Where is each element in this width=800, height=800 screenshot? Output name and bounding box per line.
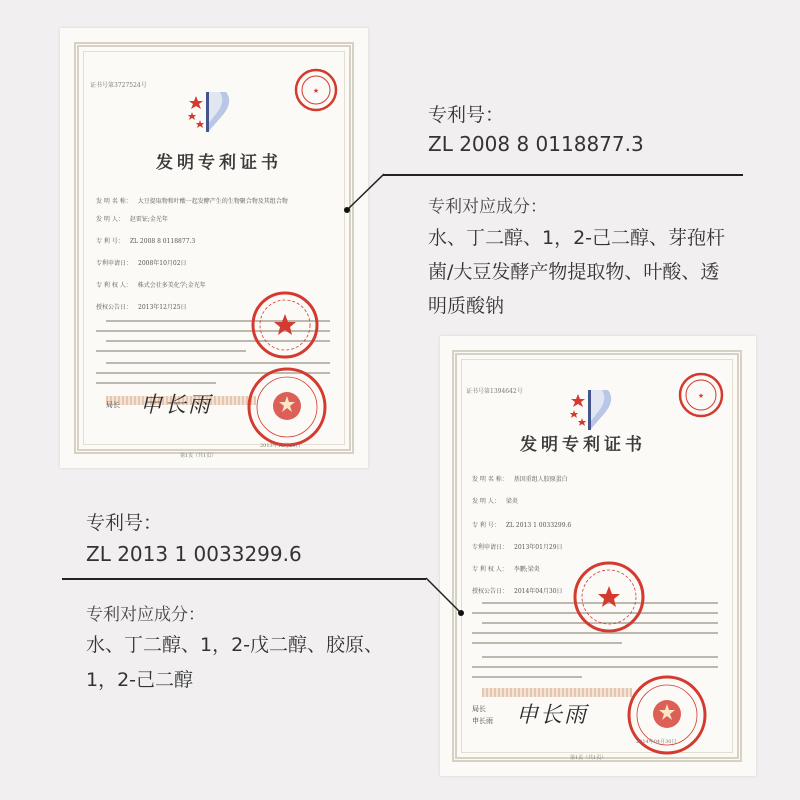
director-signature: 申长雨 bbox=[516, 703, 589, 728]
leader-line-diagonal bbox=[342, 172, 386, 216]
field-grant-date bbox=[472, 586, 563, 595]
svg-text:★: ★ bbox=[312, 87, 320, 95]
ingredients-label: 专利对应成分： bbox=[86, 605, 205, 625]
field-value: ZL 2013 1 0033299.6 bbox=[505, 522, 572, 529]
leader-line bbox=[383, 174, 743, 176]
field-label: 专 利 号： bbox=[96, 238, 124, 245]
field-patentee bbox=[96, 280, 206, 289]
patent-number: ZL 2008 8 0118877.3 bbox=[428, 132, 644, 156]
decorative-stripe bbox=[482, 688, 632, 697]
field-inventor bbox=[96, 214, 168, 223]
field-value: 2014年04月30日 bbox=[514, 588, 563, 595]
field-label: 专 利 权 人： bbox=[472, 566, 508, 573]
field-application-date bbox=[472, 542, 563, 551]
field-value: 梁炎 bbox=[505, 498, 518, 505]
director-label: 局长 bbox=[472, 705, 486, 713]
field-label: 发 明 名 称： bbox=[472, 476, 508, 483]
certificate-number: 证书号第1394642号 bbox=[466, 388, 523, 395]
field-value: 赵雷钲;金光年 bbox=[129, 216, 168, 223]
certificate-title: 发明专利证书 bbox=[520, 435, 646, 455]
certificate-2 bbox=[440, 336, 756, 776]
field-patent-number bbox=[96, 236, 195, 245]
field-inventor bbox=[472, 496, 518, 505]
national-seal-icon bbox=[246, 366, 328, 448]
seal-date: 2014年04月30日 bbox=[636, 739, 677, 745]
certificate-1 bbox=[60, 28, 368, 468]
ingredients-line-2: 1，2-己二醇 bbox=[86, 669, 194, 691]
patent-number: ZL 2013 1 0033299.6 bbox=[86, 542, 302, 566]
ingredients-line-3: 明质酸钠 bbox=[428, 295, 505, 317]
field-value: 2008年10月02日 bbox=[138, 260, 187, 267]
certificate-number: 证书号第3727524号 bbox=[90, 82, 147, 89]
patent-office-emblem-icon bbox=[568, 384, 618, 436]
director-signature: 申长雨 bbox=[140, 393, 213, 418]
ingredients-line-1: 水、丁二醇、1，2-戊二醇、胶原、 bbox=[86, 634, 384, 656]
field-value: 2013年12月25日 bbox=[138, 304, 187, 311]
director-label: 局长 bbox=[106, 401, 120, 409]
field-value: 2013年01月29日 bbox=[514, 544, 563, 551]
ingredients-line-1: 水、丁二醇、1，2-己二醇、芽孢杆 bbox=[428, 227, 726, 249]
leader-line bbox=[62, 578, 426, 580]
field-label: 发 明 人： bbox=[472, 498, 500, 505]
field-application-date bbox=[96, 258, 187, 267]
patent-office-emblem-icon bbox=[186, 86, 236, 138]
patent-number-label: 专利号： bbox=[86, 512, 163, 534]
field-value: 李鹏;梁炎 bbox=[513, 566, 540, 573]
certification-seal-icon bbox=[572, 560, 646, 634]
field-patentee bbox=[472, 564, 540, 573]
field-label: 授权公告日： bbox=[472, 588, 509, 595]
field-invention-name bbox=[472, 474, 568, 483]
field-value: 大豆提取物和叶酸一起发酵产生的生物聚合物及其组合物 bbox=[137, 198, 288, 205]
top-seal-icon bbox=[294, 68, 338, 112]
certification-seal-icon bbox=[250, 290, 320, 360]
seal-date: 2013年12月25日 bbox=[260, 443, 301, 449]
page-number: 第1页（共1页） bbox=[570, 755, 607, 761]
ingredients-label: 专利对应成分： bbox=[428, 197, 547, 217]
patent-number-label: 专利号： bbox=[428, 104, 505, 126]
field-label: 专利申请日： bbox=[472, 544, 509, 551]
field-label: 授权公告日： bbox=[96, 304, 133, 311]
field-label: 发 明 人： bbox=[96, 216, 124, 223]
field-value: 基因重组人胶原蛋白 bbox=[513, 476, 568, 483]
field-value: ZL 2008 8 0118877.3 bbox=[129, 238, 196, 245]
ingredients-line-2: 菌/大豆发酵产物提取物、叶酸、透 bbox=[428, 261, 720, 283]
svg-text:★: ★ bbox=[697, 392, 705, 400]
field-label: 专利申请日： bbox=[96, 260, 133, 267]
field-label: 发 明 名 称： bbox=[96, 198, 132, 205]
deputy-director-label: 申长雨 bbox=[472, 717, 493, 725]
leader-line-diagonal bbox=[424, 576, 468, 620]
field-label: 专 利 权 人： bbox=[96, 282, 132, 289]
field-grant-date bbox=[96, 302, 187, 311]
field-invention-name bbox=[96, 196, 288, 205]
top-seal-icon bbox=[678, 372, 724, 418]
field-label: 专 利 号： bbox=[472, 522, 500, 529]
field-value: 株式会社多美化学;金光年 bbox=[137, 282, 206, 289]
page-number: 第1页（共1页） bbox=[180, 453, 217, 459]
field-patent-number bbox=[472, 520, 571, 529]
certificate-title: 发明专利证书 bbox=[156, 153, 282, 173]
